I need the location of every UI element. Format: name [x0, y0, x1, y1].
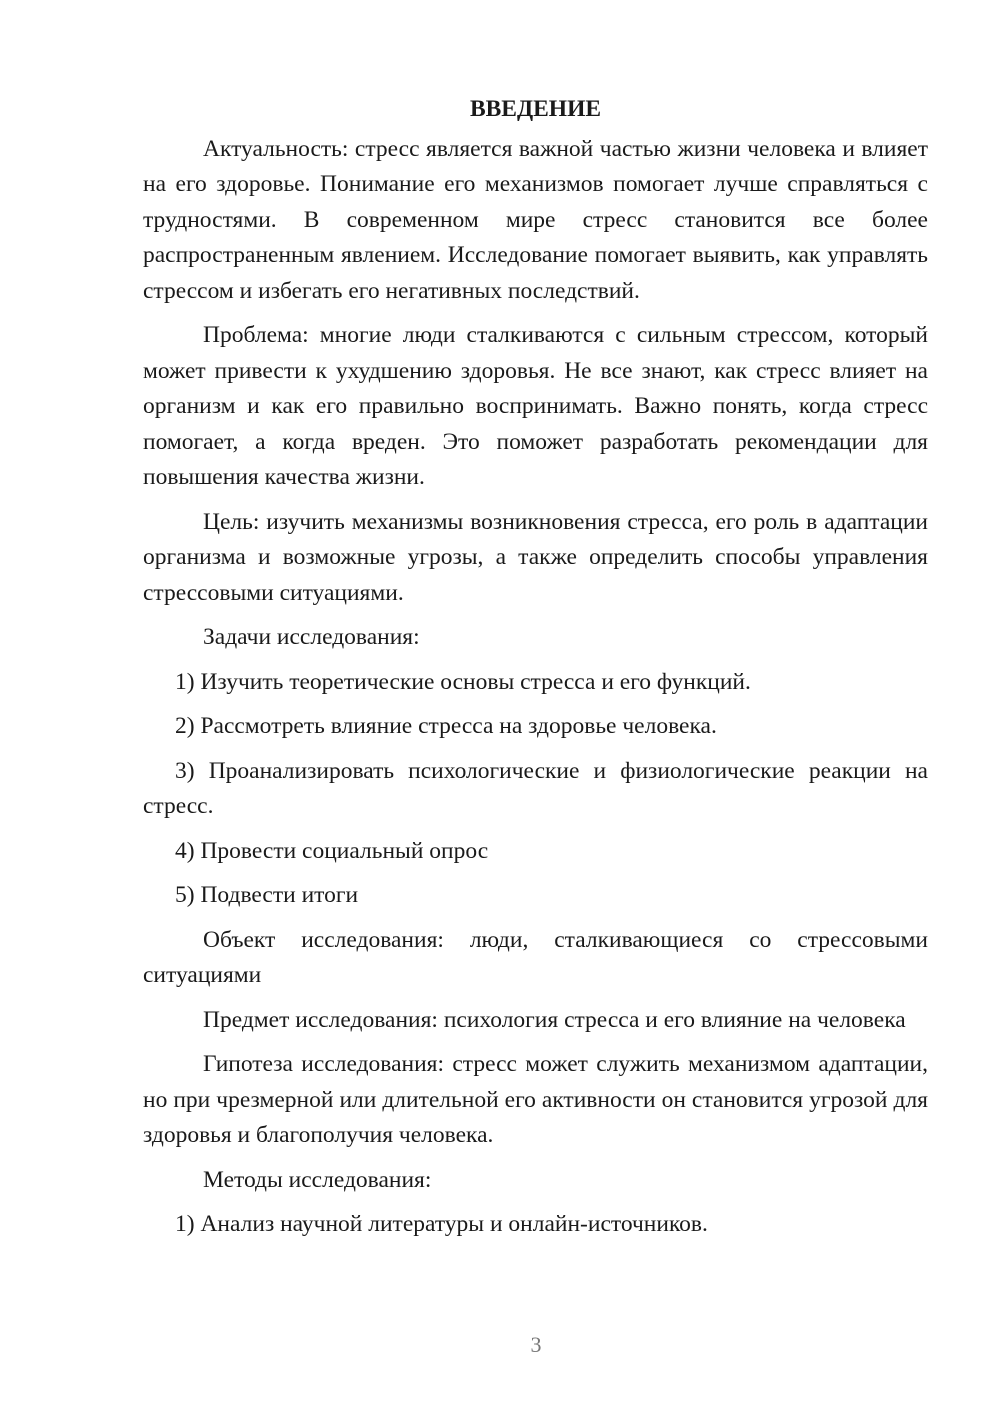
task-item-2: 2) Рассмотреть влияние стресса на здоровье человека. — [175, 713, 717, 739]
task-item-4: 4) Провести социальный опрос — [175, 837, 489, 864]
document-body — [143, 92, 928, 1252]
problem-paragraph: Проблема: многие люди сталкиваются с сильным стрессом, который может привести к ухудшению здоровья. Не все знают, как стресс влияет на организм и как его правильно воспринимать. Важно понять, когда стресс помогает, а когда вреден. Это поможет разработать рекомендации для повышения качества жизни. — [143, 322, 928, 490]
section-heading: ВВЕДЕНИЕ — [469, 96, 602, 122]
task-item-3: 3) Проанализировать психологические и физиологические реакции на стресс. — [143, 757, 928, 819]
subject-paragraph: Предмет исследования: психология стресса и его влияние на человека — [203, 1006, 906, 1033]
page-number: 3 — [530, 1332, 542, 1357]
goal-paragraph: Цель: изучить механизмы возникновения стресса, его роль в адаптации организма и возможные угрозы, а также определить способы управления стрессовыми ситуациями. — [143, 508, 928, 606]
task-item-1: 1) Изучить теоретические основы стресса и его функций. — [175, 668, 751, 695]
hypothesis-paragraph: Гипотеза исследования: стресс может служить механизмом адаптации, но при чрезмерной или длительной его активности он становится угрозой для здоровья и благополучия человека. — [143, 1051, 928, 1148]
methods-title: Методы исследования: — [203, 1166, 432, 1193]
tasks-title: Задачи исследования: — [203, 624, 420, 650]
relevance-paragraph: Актуальность: стресс является важной частью жизни человека и влияет на его здоровье. Понимание его механизмов помогает лучше справляться с трудностями. В современном мире стресс становится все более распространенным явлением. Исследование помогает выявить, как управлять стрессом и избегать его негативных последствий. — [143, 135, 928, 304]
method-item-1: 1) Анализ научной литературы и онлайн-источников. — [175, 1211, 708, 1237]
object-paragraph: Объект исследования: люди, сталкивающиеся со стрессовыми ситуациями — [143, 926, 928, 988]
task-item-5: 5) Подвести итоги — [175, 882, 359, 908]
